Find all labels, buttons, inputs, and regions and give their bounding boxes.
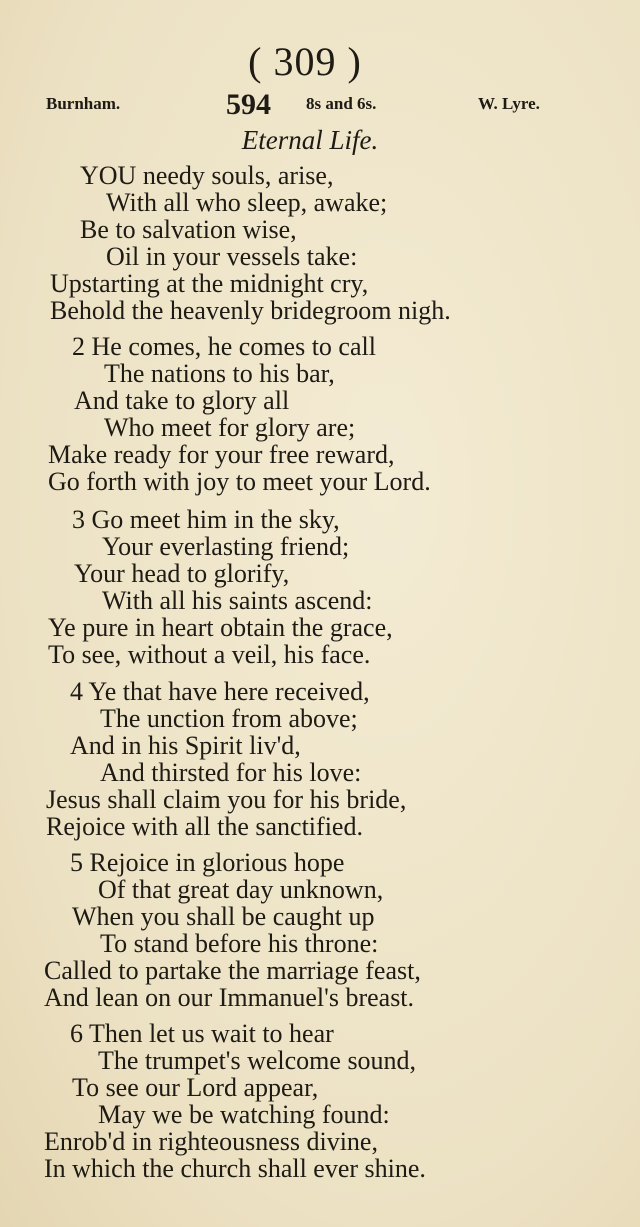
hymn-line: 2 He comes, he comes to call: [72, 332, 376, 361]
hymn-line: Enrob'd in righteousness divine,: [44, 1127, 378, 1156]
hymn-line: Upstarting at the midnight cry,: [50, 269, 369, 298]
hymn-line: To see, without a veil, his face.: [48, 640, 371, 669]
hymn-line: 5 Rejoice in glorious hope: [70, 848, 345, 877]
hymn-line: Behold the heavenly bridegroom nigh.: [50, 296, 451, 325]
hymn-line: Who meet for glory are;: [104, 413, 356, 442]
hymn-title: Eternal Life.: [241, 125, 379, 155]
hymn-line: To see our Lord appear,: [72, 1073, 319, 1102]
hymn-number: 594: [226, 88, 271, 121]
hymn-line: With all his saints ascend:: [102, 586, 373, 615]
hymn-line: Ye pure in heart obtain the grace,: [48, 613, 393, 642]
hymn-line: With all who sleep, awake;: [106, 188, 388, 217]
hymn-header: [0, 88, 640, 122]
page-number: ( 309 ): [248, 39, 362, 84]
hymn-line: And thirsted for his love:: [100, 758, 362, 787]
hymn-line: The unction from above;: [100, 704, 358, 733]
hymn-line: Rejoice with all the sanctified.: [46, 812, 363, 841]
hymn-line: 4 Ye that have here received,: [70, 677, 370, 706]
hymn-line: Be to salvation wise,: [80, 215, 297, 244]
hymn-line: And lean on our Immanuel's breast.: [44, 983, 415, 1012]
hymn-line: May we be watching found:: [98, 1100, 390, 1129]
tune-name: Burnham.: [46, 94, 121, 113]
hymn-line: In which the church shall ever shine.: [44, 1154, 426, 1183]
hymn-line: The nations to his bar,: [104, 359, 335, 388]
hymn-line: When you shall be caught up: [72, 902, 375, 931]
hymn-line: Of that great day unknown,: [98, 875, 384, 904]
hymn-line: 3 Go meet him in the sky,: [72, 505, 340, 534]
meter: 8s and 6s.: [306, 94, 377, 113]
hymn-line: Called to partake the marriage feast,: [44, 956, 421, 985]
hymn-line: Go forth with joy to meet your Lord.: [48, 467, 431, 496]
hymn-line: And take to glory all: [74, 386, 290, 415]
hymn-line: And in his Spirit liv'd,: [70, 731, 301, 760]
hymn-line: The trumpet's welcome sound,: [98, 1046, 417, 1075]
hymn-line: Oil in your vessels take:: [106, 242, 358, 271]
hymn-line: Make ready for your free reward,: [48, 440, 395, 469]
hymn-line: Jesus shall claim you for his bride,: [46, 785, 407, 814]
hymn-line: 6 Then let us wait to hear: [70, 1019, 334, 1048]
hymn-line: To stand before his throne:: [100, 929, 379, 958]
hymn-line: Your head to glorify,: [74, 559, 290, 588]
source: W. Lyre.: [478, 94, 540, 113]
hymn-line: Your everlasting friend;: [102, 532, 350, 561]
hymn-line: YOU needy souls, arise,: [80, 161, 334, 190]
